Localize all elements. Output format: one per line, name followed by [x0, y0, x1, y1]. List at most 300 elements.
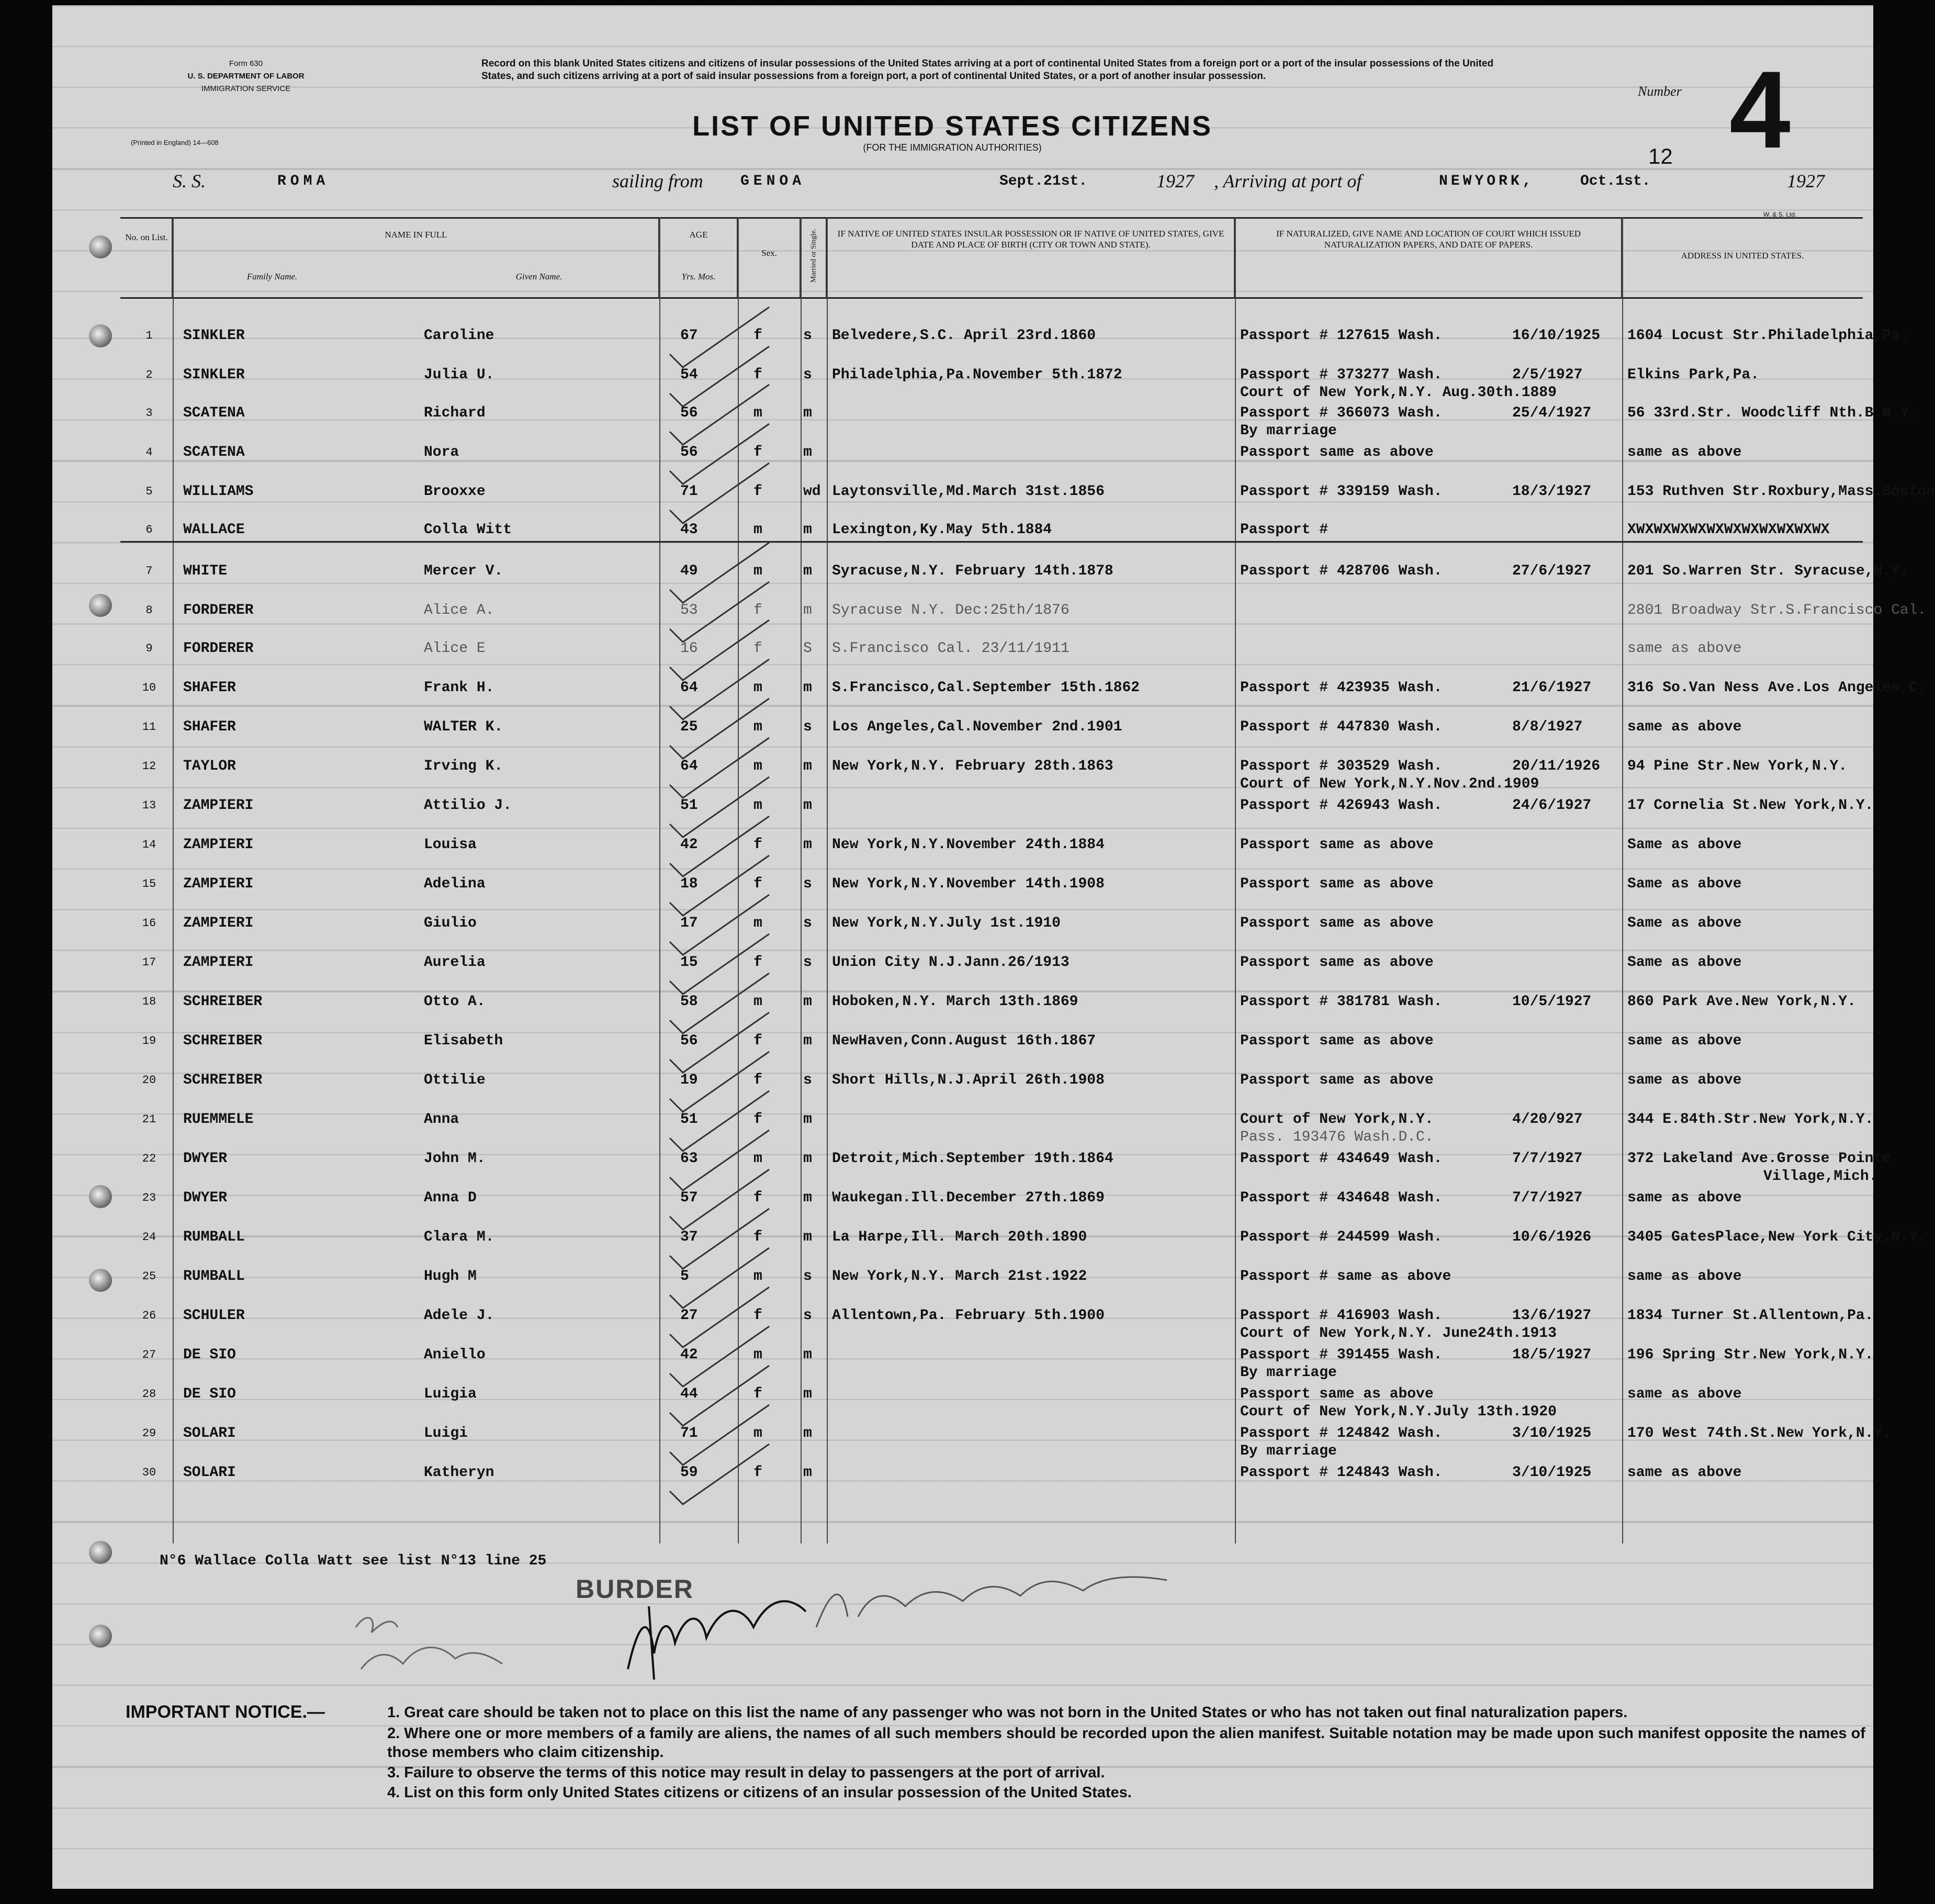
- check-mark-icon: [670, 1405, 769, 1465]
- cell-address: Same as above: [1627, 915, 1742, 931]
- cell-passport-date: 18/5/1927: [1512, 1347, 1592, 1363]
- binder-hole-icon: [89, 594, 112, 617]
- cell-address: 860 Park Ave.New York,N.Y.: [1627, 994, 1856, 1010]
- ss-label: S. S.: [173, 171, 206, 191]
- cell-sex: m: [753, 915, 762, 931]
- cell-married: s: [803, 1308, 812, 1324]
- cell-no: 23: [142, 1191, 156, 1204]
- cell-address: same as above: [1627, 1033, 1742, 1049]
- cell-address: same as above: [1627, 444, 1742, 460]
- cell-court: Court of New York,N.Y. June24th.1913: [1240, 1325, 1557, 1342]
- cell-family-name: SHAFER: [183, 680, 236, 696]
- cell-age: 64: [680, 680, 698, 696]
- cell-given-name: Adele J.: [424, 1308, 494, 1324]
- cell-married: m: [803, 1229, 812, 1245]
- cell-passport-date: 25/4/1927: [1512, 405, 1592, 421]
- check-mark-icon: [670, 620, 769, 680]
- table-row: [120, 759, 1863, 797]
- cell-court: Court of New York,N.Y.July 13th.1920: [1240, 1404, 1557, 1420]
- cell-given-name: Richard: [424, 405, 486, 421]
- cell-birth: New York,N.Y.July 1st.1910: [832, 915, 1061, 931]
- cell-family-name: SINKLER: [183, 367, 245, 383]
- cell-birth: Union City N.J.Jann.26/1913: [832, 954, 1070, 971]
- cell-sex: f: [753, 1229, 762, 1245]
- cell-passport-date: 27/6/1927: [1512, 563, 1592, 579]
- port-to: NEWYORK,: [1439, 173, 1535, 189]
- cell-no: 14: [142, 838, 156, 851]
- cell-given-name: Anna D: [424, 1190, 477, 1206]
- check-mark-icon: [670, 777, 769, 837]
- cell-address: Same as above: [1627, 837, 1742, 853]
- cell-sex: m: [753, 797, 762, 814]
- cell-age: 57: [680, 1190, 698, 1206]
- cell-married: m: [803, 758, 812, 774]
- cell-passport: Passport # 244599 Wash.: [1240, 1229, 1443, 1245]
- table-row: [120, 1190, 1863, 1229]
- table-row: [120, 445, 1863, 483]
- cell-age: 18: [680, 876, 698, 892]
- check-mark-icon: [670, 738, 769, 798]
- cell-no: 29: [142, 1427, 156, 1440]
- table-row: [120, 1229, 1927, 1268]
- form-number: Form 630: [229, 59, 263, 68]
- cell-no: 25: [142, 1270, 156, 1283]
- cell-family-name: SCHULER: [183, 1308, 245, 1324]
- cell-sex: f: [753, 1386, 762, 1402]
- cell-passport: Passport same as above: [1240, 837, 1434, 853]
- cell-passport-date: 20/11/1926: [1512, 758, 1601, 774]
- cell-family-name: DWYER: [183, 1190, 228, 1206]
- cell-birth: NewHaven,Conn.August 16th.1867: [832, 1033, 1096, 1049]
- cell-address: 196 Spring Str.New York,N.Y.: [1627, 1347, 1874, 1363]
- cell-passport-date: 13/6/1927: [1512, 1308, 1592, 1324]
- port-from: GENOA: [740, 173, 806, 189]
- header-age: AGE Yrs. Mos.: [659, 219, 738, 297]
- cell-family-name: SCATENA: [183, 405, 245, 421]
- cell-address: 17 Cornelia St.New York,N.Y.: [1627, 797, 1874, 814]
- table-row: [120, 916, 1863, 954]
- cell-married: s: [803, 328, 812, 344]
- header-naturalized: IF NATURALIZED, GIVE NAME AND LOCATION OF COURT WHICH ISSUED NATURALIZATION PAPERS, AND DATE OF PAPERS.: [1235, 219, 1622, 297]
- cell-age: 44: [680, 1386, 698, 1402]
- cell-passport: Passport # 391455 Wash.: [1240, 1347, 1443, 1363]
- cell-address: same as above: [1627, 1386, 1742, 1402]
- cell-age: 43: [680, 522, 698, 538]
- cell-married: m: [803, 405, 812, 421]
- cell-court: Court of New York,N.Y. Aug.30th.1889: [1240, 385, 1557, 401]
- check-mark-icon: [670, 855, 769, 916]
- cell-passport-date: 10/6/1926: [1512, 1229, 1592, 1245]
- check-mark-icon: [670, 346, 769, 407]
- cell-passport: Passport # same as above: [1240, 1268, 1452, 1285]
- cell-passport: Passport # 127615 Wash.: [1240, 328, 1443, 344]
- check-mark-icon: [670, 973, 769, 1033]
- cell-age: 63: [680, 1151, 698, 1167]
- check-mark-icon: [670, 1248, 769, 1308]
- table-row: [120, 1387, 1863, 1425]
- cell-passport-date: 8/8/1927: [1512, 719, 1583, 735]
- cell-birth: Philadelphia,Pa.November 5th.1872: [832, 367, 1122, 383]
- cell-age: 27: [680, 1308, 698, 1324]
- cell-passport: Passport # 416903 Wash.: [1240, 1308, 1443, 1324]
- cell-no: 30: [142, 1466, 156, 1479]
- cell-address: 201 So.Warren Str. Syracuse,N.Y.: [1627, 563, 1909, 579]
- cell-age: 71: [680, 1425, 698, 1441]
- ship-line: [173, 170, 1847, 201]
- cell-address: same as above: [1627, 640, 1742, 657]
- cell-married: wd: [803, 483, 821, 500]
- table-row: [120, 1151, 1892, 1190]
- cell-sex: f: [753, 444, 762, 460]
- cell-sex: f: [753, 1072, 762, 1088]
- cell-married: m: [803, 1386, 812, 1402]
- cell-passport: Court of New York,N.Y.: [1240, 1111, 1434, 1128]
- cell-age: 51: [680, 797, 698, 814]
- cell-given-name: Brooxxe: [424, 483, 486, 500]
- cell-court: By marriage: [1240, 1365, 1337, 1381]
- printed-note: (Printed in England) 14—608: [131, 139, 219, 147]
- cell-married: m: [803, 1464, 812, 1481]
- header-name: NAME IN FULL Family Name. Given Name.: [173, 219, 659, 297]
- cell-no: 12: [142, 760, 156, 773]
- cell-family-name: SCHREIBER: [183, 1033, 263, 1049]
- cell-passport-date: 7/7/1927: [1512, 1151, 1583, 1167]
- cell-age: 19: [680, 1072, 698, 1088]
- cell-birth: New York,N.Y.November 24th.1884: [832, 837, 1105, 853]
- table-row: [120, 1465, 1863, 1504]
- cell-sex: f: [753, 602, 762, 618]
- table-row: [120, 522, 1863, 561]
- cell-no: 24: [142, 1231, 156, 1244]
- binder-hole-icon: [89, 235, 112, 258]
- cell-address: 94 Pine Str.New York,N.Y.: [1627, 758, 1848, 774]
- cell-given-name: Otto A.: [424, 994, 486, 1010]
- cell-passport: Passport # 423935 Wash.: [1240, 680, 1443, 696]
- cell-sex: f: [753, 367, 762, 383]
- check-mark-icon: [670, 698, 769, 759]
- table-row: [120, 797, 1874, 837]
- cell-sex: m: [753, 994, 762, 1010]
- handwritten-note: [811, 1564, 1177, 1643]
- cell-address: 3405 GatesPlace,New York City,N.Y.: [1627, 1229, 1927, 1245]
- cell-address: same as above: [1627, 1464, 1742, 1481]
- cell-no: 11: [142, 720, 156, 734]
- cell-no: 13: [142, 799, 156, 812]
- cell-given-name: Alice A.: [424, 602, 494, 618]
- sailing-label: sailing from: [612, 171, 703, 191]
- cell-given-name: Giulio: [424, 915, 477, 931]
- cell-age: 67: [680, 328, 698, 344]
- cell-no: 20: [142, 1074, 156, 1087]
- cell-no: 21: [142, 1113, 156, 1126]
- cell-address: same as above: [1627, 1268, 1742, 1285]
- check-mark-icon: [670, 895, 769, 955]
- cell-passport-date: 16/10/1925: [1512, 328, 1601, 344]
- cell-passport: Passport same as above: [1240, 954, 1434, 971]
- table-row: [120, 1073, 1863, 1111]
- cell-birth: Short Hills,N.J.April 26th.1908: [832, 1072, 1105, 1088]
- cell-address: same as above: [1627, 719, 1742, 735]
- cell-given-name: Mercer V.: [424, 563, 503, 579]
- cell-sex: f: [753, 837, 762, 853]
- record-instructions: Record on this blank United States citizens and citizens of insular possessions of the United States arriving at a port of continental United States from a foreign port or a port of the insular possessions of the United States, and such citizens arriving at a port of said insular possessions from a foreign port, a port of continental United States, or a port of another insular possession.: [481, 58, 1494, 82]
- cell-sex: f: [753, 640, 762, 657]
- cell-address: 170 West 74th.St.New York,N.Y.: [1627, 1425, 1892, 1441]
- cell-given-name: Attilio J.: [424, 797, 512, 814]
- cell-no: 6: [145, 523, 153, 536]
- cell-no: 4: [145, 446, 153, 459]
- table-header: [120, 217, 1863, 299]
- cell-birth: Detroit,Mich.September 19th.1864: [832, 1151, 1113, 1167]
- cell-family-name: ZAMPIERI: [183, 797, 254, 814]
- cell-given-name: WALTER K.: [424, 719, 503, 735]
- cell-passport: Passport same as above: [1240, 915, 1434, 931]
- notice-item: 2. Where one or more members of a family are aliens, the names of all such members should be recorded upon the alien manifest. Suitable notation may be made upon such manifest opposite the names of those members who claim citizenship.: [387, 1725, 1865, 1761]
- cell-married: m: [803, 563, 812, 579]
- table-row: [120, 994, 1863, 1033]
- cell-address: 56 33rd.Str. Woodcliff Nth.B.N.Y.: [1627, 405, 1918, 421]
- cell-age: 56: [680, 1033, 698, 1049]
- table-row: [120, 1425, 1892, 1464]
- cell-sex: f: [753, 876, 762, 892]
- ship-name: ROMA: [277, 173, 330, 189]
- number-label: Number: [1638, 84, 1682, 99]
- cell-passport-date: 18/3/1927: [1512, 483, 1592, 500]
- cell-age: 56: [680, 444, 698, 460]
- cell-sex: m: [753, 563, 762, 579]
- cell-age: 16: [680, 640, 698, 657]
- cell-address: 153 Ruthven Str.Roxbury,Mass.Boston: [1627, 483, 1935, 500]
- cell-passport-date: 3/10/1925: [1512, 1425, 1592, 1441]
- cell-passport: Passport same as above: [1240, 1072, 1434, 1088]
- cell-family-name: RUEMMELE: [183, 1111, 254, 1128]
- cell-age: 49: [680, 563, 698, 579]
- cell-given-name: John M.: [424, 1151, 486, 1167]
- binder-hole-icon: [89, 1269, 112, 1292]
- cell-birth: Hoboken,N.Y. March 13th.1869: [832, 994, 1078, 1010]
- cell-married: S: [803, 640, 812, 657]
- check-mark-icon: [670, 1209, 769, 1269]
- cell-family-name: TAYLOR: [183, 758, 236, 774]
- cell-no: 22: [142, 1152, 156, 1165]
- cell-given-name: Aniello: [424, 1347, 486, 1363]
- cell-family-name: SOLARI: [183, 1464, 236, 1481]
- cell-age: 56: [680, 405, 698, 421]
- cell-passport: Passport # 366073 Wash.: [1240, 405, 1443, 421]
- notice-title: IMPORTANT NOTICE.—: [126, 1702, 325, 1722]
- table-row: [120, 563, 1909, 602]
- cell-married: m: [803, 837, 812, 853]
- cell-court: Court of New York,N.Y.Nov.2nd.1909: [1240, 776, 1539, 792]
- cell-sex: f: [753, 1111, 762, 1128]
- cell-court: By marriage: [1240, 423, 1337, 439]
- cell-given-name: Aurelia: [424, 954, 486, 971]
- table-row: [120, 1347, 1874, 1386]
- cell-married: m: [803, 602, 812, 618]
- cell-sex: m: [753, 1347, 762, 1363]
- cell-married: m: [803, 1347, 812, 1363]
- cell-married: s: [803, 1268, 812, 1285]
- cell-age: 25: [680, 719, 698, 735]
- printer-mark: W. & S. Ltd.: [1763, 211, 1797, 218]
- cell-address: Same as above: [1627, 954, 1742, 971]
- cell-given-name: Hugh M: [424, 1268, 477, 1285]
- header-no: No. on List.: [120, 219, 173, 297]
- cell-passport-date: 7/7/1927: [1512, 1190, 1583, 1206]
- cell-sex: m: [753, 1268, 762, 1285]
- notice-item: 3. Failure to observe the terms of this notice may result in delay to passengers at the port of arrival.: [387, 1764, 1105, 1781]
- check-mark-icon: [670, 1287, 769, 1347]
- table-row: [120, 955, 1863, 994]
- cell-family-name: SCHREIBER: [183, 994, 263, 1010]
- cell-birth: Syracuse N.Y. Dec:25th/1876: [832, 602, 1070, 618]
- cell-no: 8: [145, 604, 153, 617]
- check-mark-icon: [670, 1091, 769, 1151]
- cell-address: 1604 Locust Str.Philadelphia,Pa.: [1627, 328, 1909, 344]
- service-name: IMMIGRATION SERVICE: [201, 84, 291, 93]
- cell-sex: m: [753, 680, 762, 696]
- cell-address: XWXWXWXWXWXWXWXWXWXWXWX: [1627, 522, 1830, 538]
- page-number: 12: [1648, 144, 1673, 168]
- cell-family-name: WHITE: [183, 563, 228, 579]
- cell-given-name: Adelina: [424, 876, 486, 892]
- cell-age: 5: [680, 1268, 689, 1285]
- cell-passport: Passport # 381781 Wash.: [1240, 994, 1443, 1010]
- cell-court: By marriage: [1240, 1443, 1337, 1459]
- cell-address: 2801 Broadway Str.S.Francisco Cal.: [1627, 602, 1927, 618]
- arrive-year: 1927: [1787, 171, 1825, 191]
- cell-given-name: Ottilie: [424, 1072, 486, 1088]
- check-mark-icon: [670, 1169, 769, 1230]
- cell-given-name: Elisabeth: [424, 1033, 503, 1049]
- cell-family-name: DWYER: [183, 1151, 228, 1167]
- cell-age: 17: [680, 915, 698, 931]
- check-mark-icon: [670, 1012, 769, 1073]
- table-row: [120, 405, 1918, 444]
- cell-passport: Passport # 373277 Wash.: [1240, 367, 1443, 383]
- cell-passport-date: 21/6/1927: [1512, 680, 1592, 696]
- sail-year: 1927: [1156, 171, 1194, 191]
- check-mark-icon: [670, 1326, 769, 1387]
- cell-passport-date: 3/10/1925: [1512, 1464, 1592, 1481]
- cell-given-name: Katheryn: [424, 1464, 494, 1481]
- cell-no: 9: [145, 642, 153, 655]
- table-row: [120, 1111, 1874, 1151]
- cell-family-name: FORDERER: [183, 640, 254, 657]
- cell-passport: Passport same as above: [1240, 1386, 1434, 1402]
- table-row: [120, 1308, 1874, 1347]
- cell-passport: Passport # 426943 Wash.: [1240, 797, 1443, 814]
- check-mark-icon: [670, 582, 769, 642]
- table-row: [120, 1269, 1863, 1308]
- cell-birth: Laytonsville,Md.March 31st.1856: [832, 483, 1105, 500]
- cell-no: 10: [142, 681, 156, 694]
- cell-passport: Passport # 428706 Wash.: [1240, 563, 1443, 579]
- cell-no: 26: [142, 1309, 156, 1322]
- cell-sex: f: [753, 1308, 762, 1324]
- cell-birth: Belvedere,S.C. April 23rd.1860: [832, 328, 1096, 344]
- cell-family-name: ZAMPIERI: [183, 915, 254, 931]
- cell-sex: m: [753, 1425, 762, 1441]
- cell-family-name: SINKLER: [183, 328, 245, 344]
- cell-age: 51: [680, 1111, 698, 1128]
- manifest-sheet: [52, 5, 1935, 1889]
- cell-given-name: Frank H.: [424, 680, 494, 696]
- cell-sex: f: [753, 954, 762, 971]
- cell-age: 42: [680, 837, 698, 853]
- cell-no: 27: [142, 1348, 156, 1361]
- cell-passport-date: 4/20/927: [1512, 1111, 1583, 1128]
- cell-address: 372 Lakeland Ave.Grosse Pointe: [1627, 1151, 1892, 1167]
- cell-given-name: Luigi: [424, 1425, 468, 1441]
- cell-married: s: [803, 915, 812, 931]
- cell-married: m: [803, 1033, 812, 1049]
- cell-birth: Lexington,Ky.May 5th.1884: [832, 522, 1052, 538]
- cell-sex: m: [753, 405, 762, 421]
- cell-family-name: ZAMPIERI: [183, 837, 254, 853]
- cell-passport: Passport # 339159 Wash.: [1240, 483, 1443, 500]
- cell-age: 37: [680, 1229, 698, 1245]
- cell-married: m: [803, 680, 812, 696]
- cell-sex: m: [753, 522, 762, 538]
- cell-passport: Passport # 434649 Wash.: [1240, 1151, 1443, 1167]
- cell-passport: Passport same as above: [1240, 444, 1434, 460]
- cell-address: Elkins Park,Pa.: [1627, 367, 1760, 383]
- table-row: [120, 1033, 1863, 1072]
- cell-court: Pass. 193476 Wash.D.C.: [1240, 1129, 1434, 1145]
- cell-family-name: FORDERER: [183, 602, 254, 618]
- table-row: [120, 641, 1863, 680]
- handwritten-note: [351, 1606, 508, 1711]
- cell-birth: Allentown,Pa. February 5th.1900: [832, 1308, 1105, 1324]
- check-mark-icon: [670, 659, 769, 719]
- header-address: ADDRESS IN UNITED STATES.: [1681, 251, 1804, 261]
- cell-no: 5: [145, 485, 153, 498]
- table-row: [120, 602, 1927, 641]
- notice-item: 1. Great care should be taken not to place on this list the name of any passenger who was not born in the United States or who has not taken out final naturalization papers.: [387, 1704, 1628, 1721]
- sail-date: Sept.21st.: [999, 173, 1088, 189]
- cell-married: m: [803, 1425, 812, 1441]
- table-row: [120, 367, 1863, 406]
- table-row: [120, 680, 1927, 719]
- cell-sex: f: [753, 1464, 762, 1481]
- cell-married: s: [803, 954, 812, 971]
- header-married: Married or Single.: [801, 219, 827, 297]
- cell-family-name: DE SIO: [183, 1386, 236, 1402]
- inspector-stamp: BURDER: [576, 1574, 694, 1604]
- cell-married: m: [803, 1190, 812, 1206]
- binder-hole-icon: [89, 1185, 112, 1208]
- check-mark-icon: [670, 1444, 769, 1504]
- cell-address: same as above: [1627, 1072, 1742, 1088]
- cell-passport-date: 10/5/1927: [1512, 994, 1592, 1010]
- check-mark-icon: [670, 1130, 769, 1190]
- cell-birth: New York,N.Y. March 21st.1922: [832, 1268, 1087, 1285]
- cell-birth: Waukegan.Ill.December 27th.1869: [832, 1190, 1105, 1206]
- cell-married: m: [803, 994, 812, 1010]
- cell-no: 16: [142, 917, 156, 930]
- cell-age: 59: [680, 1464, 698, 1481]
- list-number: 4: [1729, 48, 1791, 171]
- arrive-date: Oct.1st.: [1580, 173, 1651, 189]
- cell-passport: Passport same as above: [1240, 1033, 1434, 1049]
- cell-sex: m: [753, 758, 762, 774]
- cell-passport-date: 2/5/1927: [1512, 367, 1583, 383]
- cell-passport: Passport # 124843 Wash.: [1240, 1464, 1443, 1481]
- cell-family-name: SOLARI: [183, 1425, 236, 1441]
- table-row: [120, 483, 1935, 523]
- cell-birth: S.Francisco,Cal.September 15th.1862: [832, 680, 1140, 696]
